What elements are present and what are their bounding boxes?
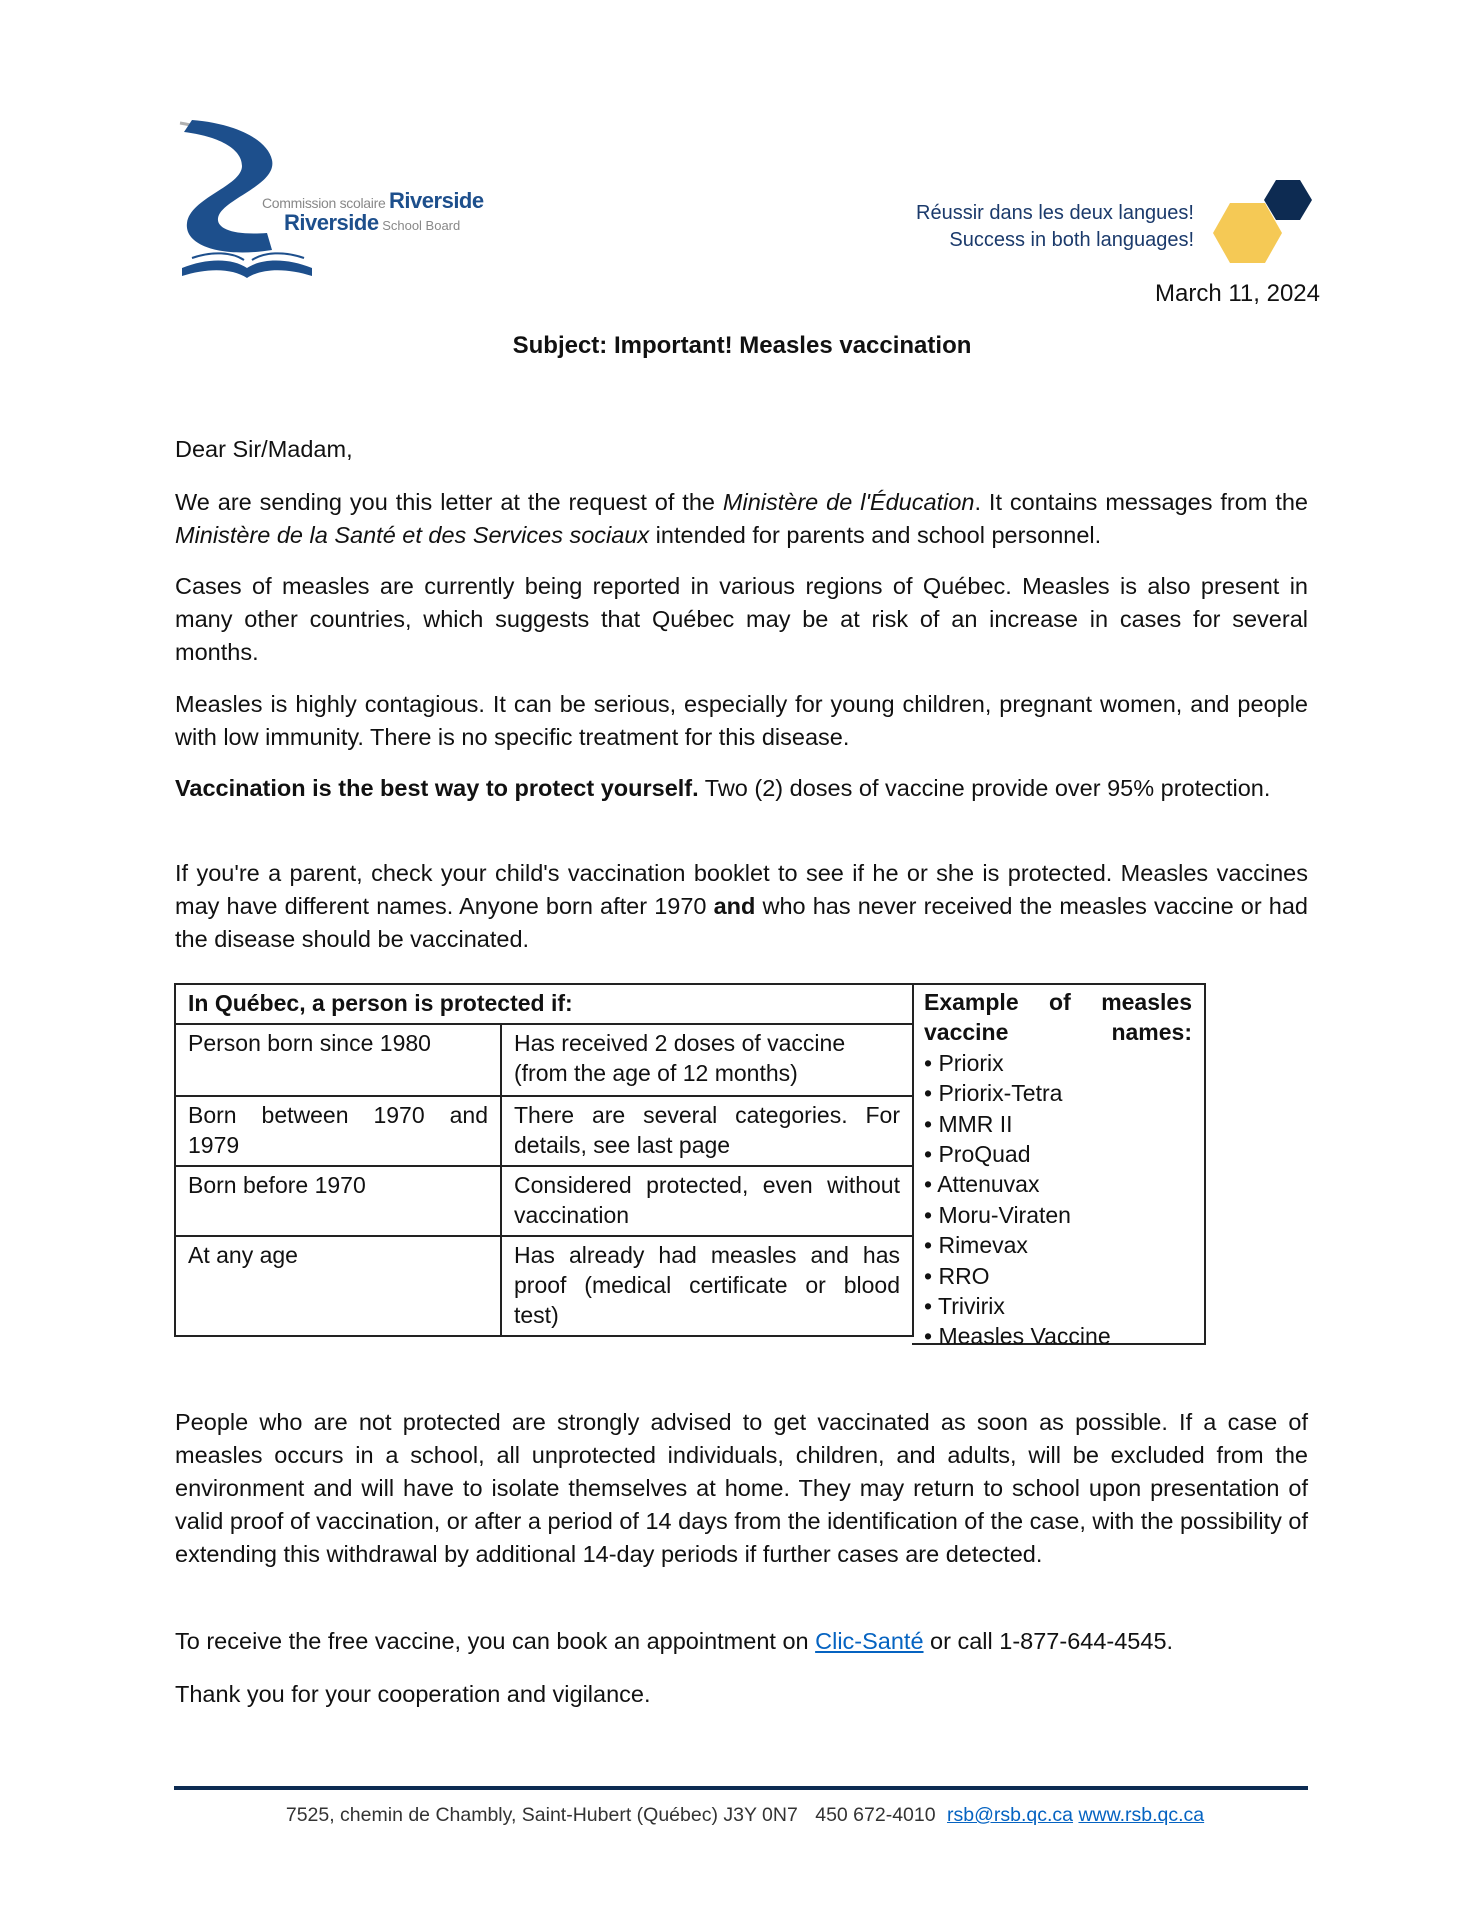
- list-item: • MMR II: [924, 1109, 1192, 1139]
- table-row: Born between 1970 and 1979 There are several categories. For details, see last page: [175, 1096, 913, 1166]
- footer: [0, 1804, 1484, 1827]
- footer-email-link[interactable]: rsb@rsb.qc.ca: [947, 1804, 1074, 1826]
- paragraph-5: If you're a parent, check your child's vaccination booklet to see if he or she is protected. Measles vaccines may have different names. Anyone born after 1970 and who has never received the measles vaccine or had the disease should be vaccinated.: [175, 860, 1308, 952]
- vaccine-names-list: [924, 1048, 1192, 1352]
- protection-table-header: In Québec, a person is protected if:: [175, 984, 913, 1024]
- paragraph-1: We are sending you this letter at the request of the Ministère de l'Éducation. It contains messages from the Ministère de la Santé et des Services sociaux intended for parents and school personnel.: [175, 489, 1308, 548]
- paragraph-2: Cases of measles are currently being reported in various regions of Québec. Measles is also present in many other countries, which suggests that Québec may be at risk of an increase in cases for several months.: [175, 573, 1308, 665]
- list-item: • RRO: [924, 1261, 1192, 1291]
- hexagon-logo-icon: [1210, 178, 1320, 273]
- motto-en: Success in both languages!: [949, 229, 1194, 251]
- footer-phone: 450 672-4010: [815, 1804, 936, 1826]
- footer-website-link[interactable]: www.rsb.qc.ca: [1078, 1804, 1205, 1826]
- footer-address: 7525, chemin de Chambly, Saint-Hubert (Québec) J3Y 0N7: [285, 1804, 798, 1826]
- footer-divider: [174, 1786, 1308, 1790]
- paragraph-3: Measles is highly contagious. It can be serious, especially for young children, pregnant women, and people with low immunity. There is no specific treatment for this disease.: [175, 691, 1308, 750]
- paragraph-6: People who are not protected are strongly advised to get vaccinated as soon as possible. If a case of measles occurs in a school, all unprotected individuals, children, and adults, will be excluded from the environment and will have to isolate themselves at home. They may return to school upon presentation of valid proof of vaccination, or after a period of 14 days from the identification of the case, with the possibility of extending this withdrawal by additional 14-day periods if further cases are detected.: [175, 1409, 1308, 1567]
- paragraph-8: Thank you for your cooperation and vigilance.: [175, 1681, 651, 1707]
- paragraph-4: Vaccination is the best way to protect yourself. Two (2) doses of vaccine provide over 95% protection.: [175, 775, 1271, 801]
- salutation: Dear Sir/Madam,: [175, 436, 353, 462]
- list-item: • Moru-Viraten: [924, 1200, 1192, 1230]
- protection-table: [174, 983, 914, 1337]
- list-item: • Rimevax: [924, 1230, 1192, 1260]
- table-row: At any age Has already had measles and has proof (medical certificate or blood test): [175, 1236, 913, 1336]
- subject-line: Subject: Important! Measles vaccination: [512, 332, 972, 359]
- vaccine-names-header: Example of measles vaccine names:: [924, 989, 1192, 1046]
- list-item: • ProQuad: [924, 1139, 1192, 1169]
- letter-date: March 11, 2024: [1155, 280, 1320, 307]
- list-item: • Trivirix: [924, 1291, 1192, 1321]
- clic-sante-link[interactable]: Clic-Santé: [815, 1628, 924, 1654]
- table-row: Born before 1970 Considered protected, even without vaccination: [175, 1166, 913, 1236]
- logo-text-en: Riverside School Board: [284, 210, 461, 235]
- motto-fr: Réussir dans les deux langues!: [916, 202, 1194, 224]
- list-item: • Attenuvax: [924, 1169, 1192, 1199]
- list-item: • Measles Vaccine: [924, 1321, 1192, 1351]
- motto: [916, 200, 1194, 254]
- vaccine-names-box: [912, 983, 1206, 1350]
- list-item: • Priorix: [924, 1048, 1192, 1078]
- logo-text-fr: Commission scolaire Riverside: [262, 188, 484, 213]
- paragraph-7: To receive the free vaccine, you can book an appointment on Clic-Santé or call 1-877-644-4545.: [175, 1628, 1174, 1654]
- list-item: • Priorix-Tetra: [924, 1078, 1192, 1108]
- table-row: Person born since 1980 Has received 2 doses of vaccine (from the age of 12 months): [175, 1024, 913, 1096]
